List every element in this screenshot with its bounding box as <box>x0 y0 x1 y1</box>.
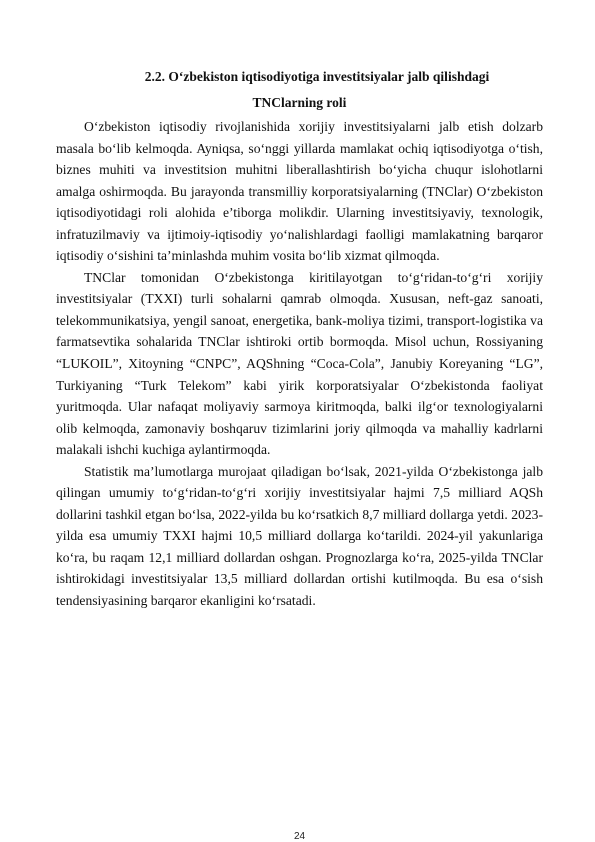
section-heading-line-2: TNClarning roli <box>252 95 347 110</box>
paragraph-statistics: Statistik ma’lumotlarga murojaat qiladigan bo‘lsak, 2021-yilda O‘zbekistonga jalb qilingan umumiy to‘g‘ridan-to‘g‘ri xorijiy investitsiyalar hajmi 7,5 milliard AQSh dollarini tashkil etgan bo‘lsa, 2022-yilda bu ko‘rsatkich 8,7 milliard dollarga yetdi. 2023-yilda esa umumiy TXXI hajmi 10,5 milliard dollarga ko‘tarildi. 2024-yil yakunlariga ko‘ra, bu raqam 12,1 milliard dollardan oshgan. Prognozlarga ko‘ra, 2025-yilda TNClar ishtirokidagi investitsiyalar 13,5 milliard dollardan ortishi kutilmoqda. Bu esa o‘sish tendensiyasining barqaror ekanligini ko‘rsatadi. <box>56 463 543 609</box>
section-heading-line-1: 2.2. O‘zbekiston iqtisodiyotiga investitsiyalar jalb qilishdagi <box>144 69 490 84</box>
paragraph-tnc-sectors: TNClar tomonidan O‘zbekistonga kiritilayotgan to‘g‘ridan-to‘g‘ri xorijiy investitsiyalar (TXXI) turli sohalarni qamrab olmoqda. Xususan, neft-gaz sanoati, telekommunikatsiya, yengil sanoat, energetika, bank-moliya tizimi, transport-logistika va farmatsevtika sohalarida TNClar ishtiroki ortib bormoqda. Misol uchun, Rossiyaning “LUKOIL”, Xitoyning “CNPC”, AQShning “Coca-Cola”, Janubiy Koreyaning “LG”, Turkiyaning “Turk Telekom” kabi yirik korporatsiyalar O‘zbekistonda faoliyat yuritmoqda. Ular nafaqat moliyaviy sarmoya kiritmoqda, balki ilg‘or texnologiyalarni olib kelmoqda, zamonaviy boshqaruv tizimlarini joriy qilmoqda va mahalliy kadrlarni malakali ishchi kuchiga aylantirmoqda. <box>56 269 543 458</box>
document-page <box>56 64 543 842</box>
paragraph-intro: O‘zbekiston iqtisodiy rivojlanishida xorijiy investitsiyalarni jalb etish dolzarb masala bo‘lib kelmoqda. Ayniqsa, so‘nggi yillarda mamlakat ochiq iqtisodiyotga o‘tish, biznes muhiti va investitsion muhitni liberallashtirish bo‘yicha chuqur islohotlarni amalga oshirmoqda. Bu jarayonda transmilliy korporatsiyalarning (TNClar) O‘zbekiston iqtisodiyotidagi roli alohida e’tiborga molikdir. Ularning investitsiyaviy, texnologik, infratuzilmaviy va ijtimoiy-iqtisodiy yo‘nalishlardagi faolligi mamlakatning barqaror iqtisodiy o‘sishini ta’minlashda muhim vosita bo‘lib xizmat qilmoqda. <box>56 119 543 264</box>
section-heading <box>56 64 543 116</box>
page-number: 24 <box>293 831 306 842</box>
